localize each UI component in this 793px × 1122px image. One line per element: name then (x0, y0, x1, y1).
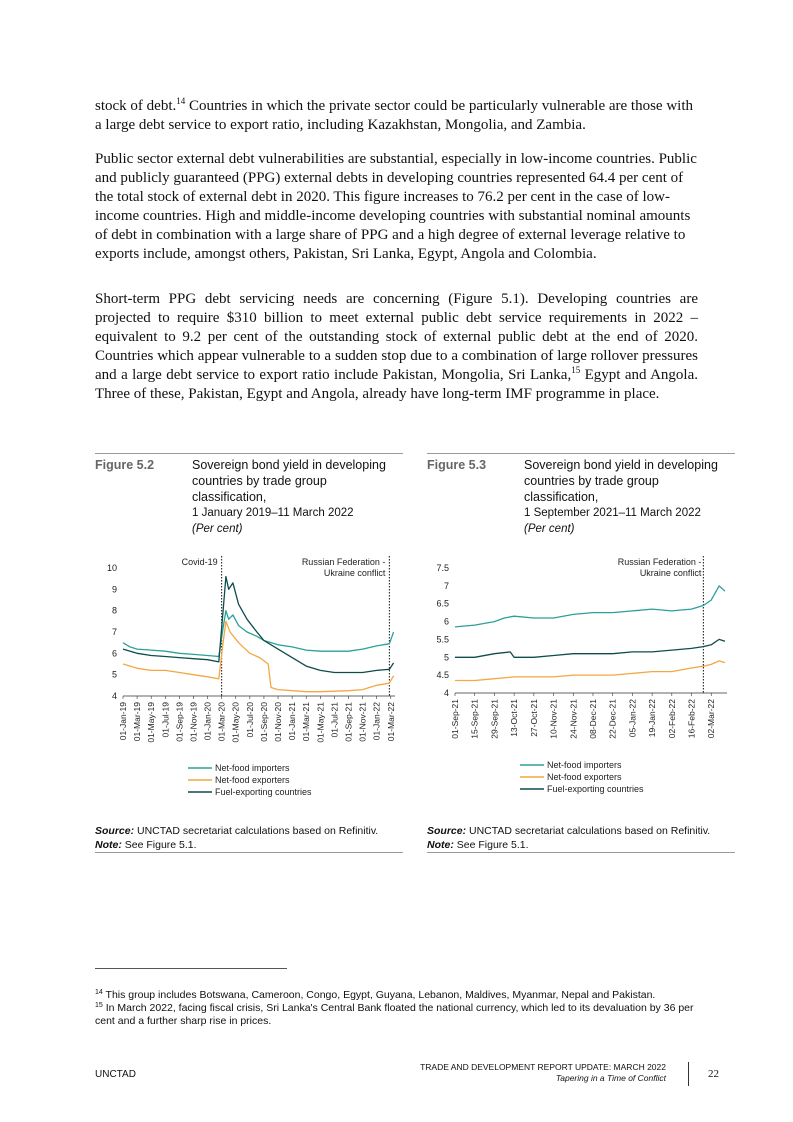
x-tick-label: 01-Sep-21 (450, 699, 460, 739)
y-tick-label: 7.5 (436, 563, 449, 573)
legend-label: Net-food exporters (215, 775, 290, 785)
footnote-number: 15 (95, 1002, 103, 1009)
figure-top-rule (427, 453, 735, 454)
y-tick-label: 8 (111, 605, 117, 616)
figure-bottom-rule (95, 852, 403, 853)
footer-report (420, 1062, 666, 1084)
figure-unit: (Per cent) (524, 523, 575, 535)
x-tick-label: 01-Sep-21 (343, 702, 354, 742)
source-text: UNCTAD secretariat calculations based on Refinitiv. (134, 825, 379, 837)
x-tick-label: 02-Feb-22 (666, 699, 677, 739)
x-tick-label: 02-Mar-22 (706, 699, 717, 739)
y-tick-label: 6.5 (436, 598, 449, 609)
figure-unit: (Per cent) (192, 523, 243, 535)
x-tick-label: 22-Dec-21 (607, 699, 618, 739)
annotation-label: Russian Federation -Ukraine conflict (301, 557, 386, 578)
figure-title-text: Sovereign bond yield in developing countries by trade group classification, (524, 458, 718, 504)
footnote-rule (95, 968, 287, 969)
y-tick-label: 9 (111, 584, 117, 595)
y-tick-label: 4 (111, 691, 117, 701)
x-tick-label: 24-Nov-21 (568, 699, 579, 739)
x-tick-label: 01-Sep-20 (258, 702, 269, 742)
footer-report-title: TRADE AND DEVELOPMENT REPORT UPDATE: MARCH 2022 (420, 1062, 666, 1072)
y-tick-label: 6 (111, 648, 117, 659)
y-tick-label: 7 (443, 580, 449, 591)
footnote-text: This group includes Botswana, Cameroon, Congo, Egypt, Guyana, Lebanon, Maldives, Myanmar, Nepal and Pakistan. (102, 989, 656, 1001)
chart-figure-5-2 (95, 553, 403, 803)
legend-label: Net-food importers (547, 760, 622, 770)
figure-period: 1 January 2019–11 March 2022 (192, 507, 354, 519)
p3-rest: Egypt and Angola. Three of these, Pakistan, Egypt and Angola, already have long-term IMF programme in place. (95, 367, 698, 402)
footnote-14 (95, 989, 705, 1002)
x-tick-label: 01-May-21 (315, 702, 326, 743)
x-tick-label: 01-Mar-22 (385, 702, 396, 742)
figure-label: Figure 5.3 (427, 458, 487, 472)
series-line (123, 577, 394, 673)
p3-text: Short-term PPG debt servicing needs are concerning (Figure 5.1). Developing countries are projected to require $310 billion to meet external public debt service requirements in 2022 – equivalent to 9.2 per cent of the outstanding stock of external public debt at the end of 2020. Countries which appear vulnerable to a sudden stop due to a combination of large rollover pressures and a large debt service to export ratio include Pakistan, Mongolia, Sri Lanka, (95, 291, 698, 383)
footer-report-subtitle: Tapering in a Time of Conflict (555, 1073, 666, 1083)
x-tick-label: 01-Nov-20 (273, 702, 284, 742)
y-tick-label: 4.5 (436, 670, 449, 681)
y-tick-label: 7 (111, 627, 117, 637)
note-text: See Figure 5.1. (121, 839, 197, 851)
series-line (455, 661, 725, 681)
note-label: Note: (427, 839, 454, 851)
figure-top-rule (95, 453, 403, 454)
source-label: Source: (95, 825, 135, 837)
chart-figure-5-3 (427, 553, 735, 803)
footnote-15 (95, 1002, 705, 1028)
y-tick-label: 10 (106, 563, 117, 573)
legend-label: Net-food importers (215, 763, 290, 773)
paragraph-2: Public sector external debt vulnerabilities are substantial, especially in low-income countries. Public and publicly guaranteed (PPG) external debts in developing countries represented 64.4 per cent of the total stock of external debt in 2020. This figure increases to 76.2 per cent in the case of low-income countries. High and middle-income developing countries with substantial nominal amounts of debt in combination with a large share of PPG and a high degree of external leverage relative to exports include, amongst others, Pakistan, Sri Lanka, Egypt, Angola and Colombia. (95, 151, 697, 262)
source-text: UNCTAD secretariat calculations based on Refinitiv. (466, 825, 711, 837)
footer-org: UNCTAD (95, 1069, 136, 1080)
y-tick-label: 5.5 (436, 634, 449, 645)
figure-title-text: Sovereign bond yield in developing countries by trade group classification, (192, 458, 386, 504)
figure-label: Figure 5.2 (95, 458, 155, 472)
y-tick-label: 6 (443, 616, 449, 627)
x-tick-label: 01-Jul-19 (160, 702, 171, 738)
x-tick-label: 27-Oct-21 (528, 699, 539, 737)
x-tick-label: 01-Jan-22 (371, 702, 382, 741)
x-tick-label: 01-Jan-21 (287, 702, 298, 741)
y-tick-label: 5 (111, 669, 117, 680)
footnote-text: In March 2022, facing fiscal crisis, Sri Lanka's Central Bank floated the national currency, which led to its devaluation by 36 per cent and a further sharp rise in prices. (95, 1002, 694, 1027)
source-label: Source: (427, 825, 467, 837)
x-tick-label: 01-Sep-19 (174, 702, 185, 742)
figure-title (192, 457, 397, 537)
annotation-label: Covid-19 (181, 557, 218, 567)
x-tick-label: 08-Dec-21 (587, 699, 598, 739)
figure-source (427, 824, 710, 852)
x-tick-label: 01-Mar-21 (301, 702, 312, 742)
paragraph-1 (95, 97, 698, 135)
x-tick-label: 01-May-20 (230, 702, 241, 743)
x-tick-label: 01-Mar-20 (216, 702, 227, 742)
figure-source (95, 824, 378, 852)
x-tick-label: 01-Nov-21 (357, 702, 368, 742)
note-label: Note: (95, 839, 122, 851)
footer-divider (688, 1062, 689, 1086)
x-tick-label: 29-Sep-21 (489, 699, 500, 739)
note-text: See Figure 5.1. (453, 839, 529, 851)
y-tick-label: 4 (443, 688, 449, 698)
y-tick-label: 5 (443, 652, 449, 663)
figure-period: 1 September 2021–11 March 2022 (524, 507, 701, 519)
x-tick-label: 01-Jan-19 (118, 702, 128, 741)
series-line (455, 586, 725, 627)
legend-label: Net-food exporters (547, 772, 622, 782)
x-tick-label: 01-May-19 (146, 702, 157, 743)
x-tick-label: 19-Jan-22 (647, 699, 658, 738)
footnote-ref-14: 14 (176, 96, 186, 106)
x-tick-label: 01-Jul-21 (329, 702, 340, 738)
annotation-label: Russian Federation -Ukraine conflict (617, 557, 702, 578)
footnote-ref-15: 15 (571, 365, 581, 375)
figure-5-2 (95, 453, 403, 855)
legend-label: Fuel-exporting countries (215, 787, 312, 797)
page-number: 22 (708, 1068, 719, 1080)
footnote-number: 14 (95, 989, 103, 996)
x-tick-label: 16-Feb-22 (686, 699, 697, 739)
paragraph-3 (95, 290, 698, 404)
x-tick-label: 15-Sep-21 (469, 699, 480, 739)
x-tick-label: 13-Oct-21 (509, 699, 520, 737)
figure-bottom-rule (427, 852, 735, 853)
p1-text: stock of debt. (95, 98, 177, 114)
x-tick-label: 01-Mar-19 (132, 702, 143, 742)
x-tick-label: 05-Jan-22 (627, 699, 638, 738)
x-tick-label: 10-Nov-21 (548, 699, 559, 739)
figure-5-3 (427, 453, 735, 855)
x-tick-label: 01-Nov-19 (188, 702, 199, 742)
legend-label: Fuel-exporting countries (547, 784, 644, 794)
series-line (455, 639, 725, 657)
figure-title (524, 457, 729, 537)
x-tick-label: 01-Jul-20 (244, 702, 255, 738)
x-tick-label: 01-Jan-20 (202, 702, 213, 741)
p1-rest: Countries in which the private sector could be particularly vulnerable are those with a large debt service to export ratio, including Kazakhstan, Mongolia, and Zambia. (95, 98, 693, 133)
